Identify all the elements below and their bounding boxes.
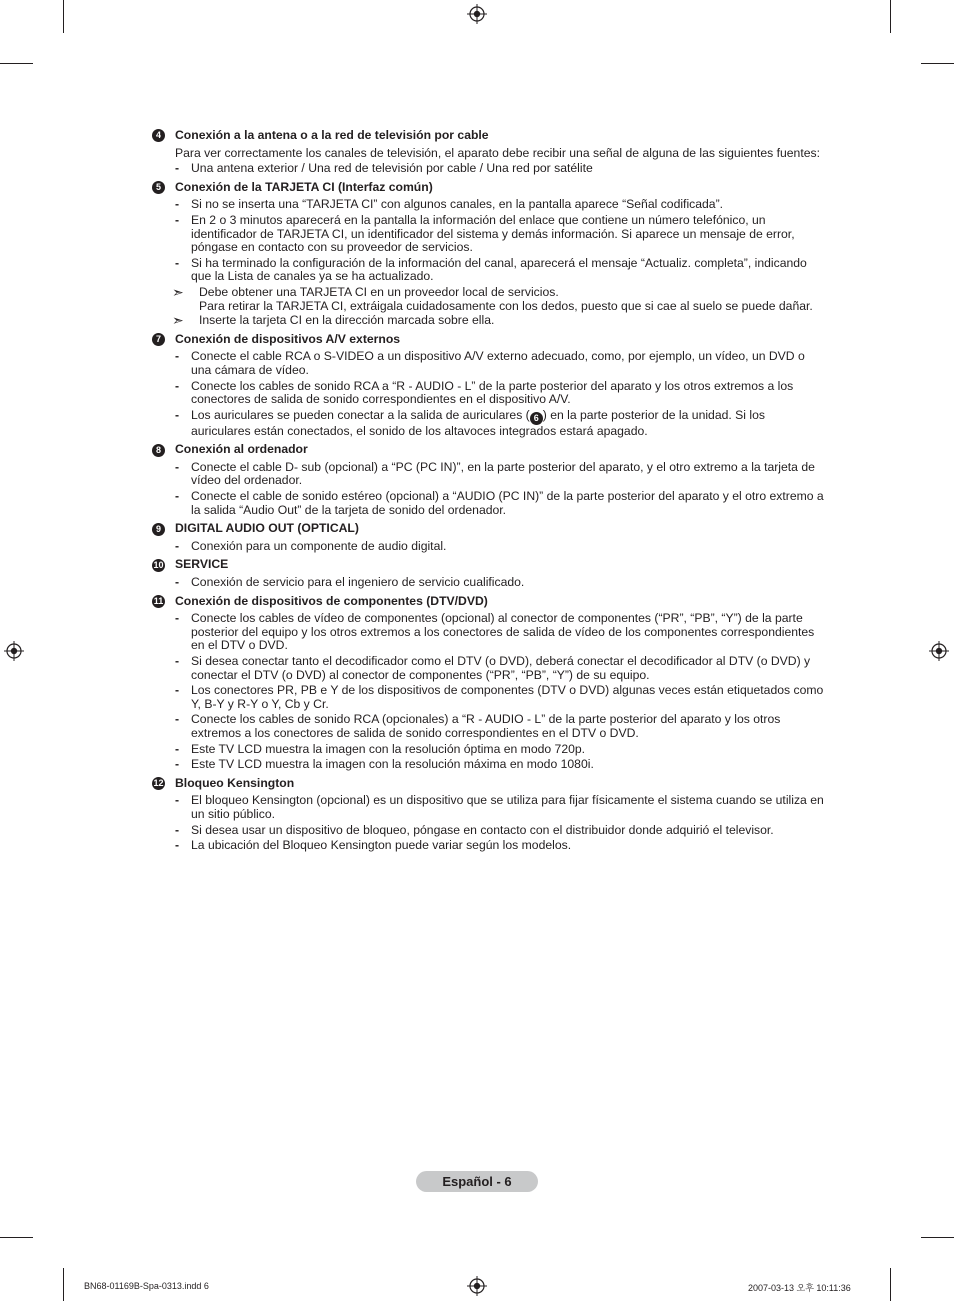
note-arrow-icon: ➣ xyxy=(172,312,184,329)
section-computer xyxy=(152,443,824,517)
list-item xyxy=(175,162,824,176)
list-item-text: El bloqueo Kensington (opcional) es un dispositivo que se utiliza para fijar físicamente el sistema cuando se utiliza en un sitio público. xyxy=(191,793,824,821)
list-item xyxy=(175,758,824,772)
registration-mark-icon xyxy=(467,4,487,24)
list-item-text: Si ha terminado la configuración de la información del canal, aparecerá el mensaje “Actualiz. completa”, indicando que la Lista de canales ya se ha actualizado. xyxy=(191,255,807,284)
section-number-icon: 12 xyxy=(153,778,164,789)
dash-icon: - xyxy=(175,793,180,808)
crop-mark xyxy=(63,0,64,33)
list-item xyxy=(175,576,824,590)
crop-mark xyxy=(890,1268,891,1301)
list-item xyxy=(175,540,824,554)
list-item-text: Los conectores PR, PB e Y de los dispositivos de componentes (DTV o DVD) algunas veces están etiquetados como Y, B-Y y R-Y o Y, Cb y Cr. xyxy=(191,683,824,711)
section-title: DIGITAL AUDIO OUT (OPTICAL) xyxy=(175,521,359,536)
list-item xyxy=(175,713,824,740)
section-heading xyxy=(152,522,824,536)
note xyxy=(172,314,824,328)
dash-icon: - xyxy=(175,349,180,364)
section-title: SERVICE xyxy=(175,557,229,572)
crop-mark xyxy=(921,1237,954,1238)
section-title: Conexión de dispositivos A/V externos xyxy=(175,331,401,346)
list-item xyxy=(175,461,824,488)
section-heading xyxy=(152,558,824,572)
headphone-text: Los auriculares se pueden conectar a la salida de auriculares ( xyxy=(191,407,530,422)
section-component-devices xyxy=(152,595,824,772)
dash-icon: - xyxy=(175,212,180,227)
crop-mark xyxy=(63,1268,64,1301)
dash-icon: - xyxy=(175,489,180,504)
footer-timestamp: 2007-03-13 오후 10:11:36 xyxy=(748,1283,851,1293)
section-title: Conexión de la TARJETA CI (Interfaz común) xyxy=(175,179,433,194)
note-arrow-icon: ➣ xyxy=(172,283,184,300)
section-heading xyxy=(152,333,824,347)
list-item-text: La ubicación del Bloqueo Kensington puede variar según los modelos. xyxy=(191,838,572,853)
dash-icon: - xyxy=(175,757,180,772)
section-number-icon: 10 xyxy=(153,559,164,570)
dash-icon: - xyxy=(175,611,180,626)
note-text: Para retirar la TARJETA CI, extráigala cuidadosamente con los dedos, puesto que si cae al suelo se puede dañar. xyxy=(199,298,813,313)
section-number-icon: 11 xyxy=(153,595,164,606)
section-number-icon: 5 xyxy=(152,181,165,194)
crop-mark xyxy=(0,63,33,64)
dash-icon: - xyxy=(175,575,180,590)
section-number-icon: 4 xyxy=(152,129,165,142)
section-av-devices xyxy=(152,333,824,439)
list-item-text: Si desea usar un dispositivo de bloqueo, póngase en contacto con el distribuidor donde adquirió el televisor. xyxy=(191,822,774,837)
note xyxy=(172,283,824,313)
section-kensington xyxy=(152,777,824,853)
crop-mark xyxy=(0,1237,33,1238)
list-item xyxy=(175,743,824,757)
crop-mark xyxy=(890,0,891,33)
list-item xyxy=(175,214,824,255)
list-item-text: En 2 o 3 minutos aparecerá en la pantalla la información del enlace que contiene un número telefónico, un identificador de TARJETA CI, un identificador del sistema y demás información. Si aparece un mensaje de error, póngase en contacto con su proveedor de servicios. xyxy=(191,212,795,255)
section-number-icon: 8 xyxy=(152,444,165,457)
list-item-text: Conecte los cables de sonido RCA a “R - AUDIO - L” de la parte posterior del aparato y los otros extremos a los conectores de salida de sonido correspondientes en el dispositivo A/V. xyxy=(191,378,794,407)
list-item-text: Conexión de servicio para el ingeniero de servicio cualificado. xyxy=(191,575,525,590)
dash-icon: - xyxy=(175,378,180,393)
page-content xyxy=(152,129,824,858)
list-item-text: Conecte los cables de vídeo de componentes (opcional) al conector de componentes (“PR”, “PB”, “Y”) de la parte posterior del equipo y los otros extremos a los conectores de salida de vídeo de los componentes correspondientes en el DTV o DVD. xyxy=(191,611,815,653)
list-item-text: Si no se inserta una “TARJETA CI” con algunos canales, en la pantalla aparece “Señal codificada”. xyxy=(191,197,724,212)
registration-mark-icon xyxy=(929,641,949,661)
section-heading xyxy=(152,181,824,195)
list-item xyxy=(175,824,824,838)
list-item xyxy=(175,839,824,853)
list-item xyxy=(175,612,824,653)
dash-icon: - xyxy=(175,822,180,837)
note-text: Inserte la tarjeta CI en la dirección marcada sobre ella. xyxy=(199,313,495,328)
list-item xyxy=(175,257,824,284)
note-body xyxy=(199,286,813,313)
list-item xyxy=(175,198,824,212)
list-item xyxy=(175,684,824,711)
list-item xyxy=(175,655,824,682)
dash-icon: - xyxy=(175,407,180,422)
dash-icon: - xyxy=(175,654,180,668)
list-item xyxy=(175,490,824,517)
headphone-jack-number-icon: 6 xyxy=(530,412,543,425)
crop-mark xyxy=(921,63,954,64)
list-item-text: Conecte el cable de sonido estéreo (opcional) a “AUDIO (PC IN)” de la parte posterior del aparato y el otro extremo a la salida “Audio Out” de la tarjeta de sonido del ordenador. xyxy=(191,489,824,517)
registration-mark-icon xyxy=(4,641,24,661)
section-ci-card xyxy=(152,181,824,328)
dash-icon: - xyxy=(175,538,180,553)
list-item-text: Si desea conectar tanto el decodificador como el DTV (o DVD), deberá conectar el decodificador al DTV (o DVD) y conectar el DTV (o DVD) al conector de componentes (“PR”, “PB”, “Y”) de su equipo. xyxy=(191,654,811,682)
dash-icon: - xyxy=(175,683,180,698)
list-item-text: Conecte los cables de sonido RCA (opcionales) a “R - AUDIO - L” de la parte posterior del aparato y los otros extremos a los conectores de salida de sonido correspondientes en el DTV o DVD. xyxy=(191,712,781,740)
dash-icon: - xyxy=(175,459,180,474)
list-item-text: Una antena exterior / Una red de televisión por cable / Una red por satélite xyxy=(191,161,593,176)
list-item-text xyxy=(191,409,824,439)
note-text: Debe obtener una TARJETA CI en un proveedor local de servicios. xyxy=(199,284,559,299)
section-title: Bloqueo Kensington xyxy=(175,775,295,790)
section-digital-audio xyxy=(152,522,824,553)
dash-icon: - xyxy=(175,197,180,212)
section-intro: Para ver correctamente los canales de televisión, el aparato debe recibir una señal de alguna de las siguientes fuentes: xyxy=(175,145,820,160)
list-item xyxy=(175,409,824,439)
list-item-text: Este TV LCD muestra la imagen con la resolución óptima en modo 720p. xyxy=(191,741,586,756)
page-number-badge: Español - 6 xyxy=(416,1171,538,1192)
section-number-icon: 7 xyxy=(152,333,165,346)
headphone-text: ) en la parte posterior de la unidad. Si los auriculares están conectados, el sonido de los altavoces integrados estará apagado. xyxy=(191,407,765,438)
section-heading xyxy=(152,443,824,457)
dash-icon: - xyxy=(175,161,180,176)
list-item-text: Conecte el cable D- sub (opcional) a “PC (PC IN)”, en la parte posterior del aparato, y el otro extremo a la tarjeta de vídeo del ordenador. xyxy=(191,459,815,488)
dash-icon: - xyxy=(175,255,180,270)
section-antenna xyxy=(152,129,824,176)
registration-mark-icon xyxy=(467,1276,487,1296)
list-item-text: Este TV LCD muestra la imagen con la resolución máxima en modo 1080i. xyxy=(191,757,594,772)
list-item-text: Conecte el cable RCA o S-VIDEO a un dispositivo A/V externo adecuado, como, por ejemplo, un vídeo, un DVD o una cámara de vídeo. xyxy=(191,349,805,377)
list-item xyxy=(175,350,824,377)
section-heading xyxy=(152,129,824,143)
dash-icon: - xyxy=(175,838,180,853)
list-item xyxy=(175,794,824,821)
section-heading xyxy=(152,595,824,609)
section-number-icon: 9 xyxy=(152,523,165,536)
section-title: Conexión a la antena o a la red de televisión por cable xyxy=(175,128,489,142)
dash-icon: - xyxy=(175,712,180,727)
list-item xyxy=(175,380,824,407)
section-service xyxy=(152,558,824,589)
footer-file-name: BN68-01169B-Spa-0313.indd 6 xyxy=(84,1281,209,1291)
section-title: Conexión al ordenador xyxy=(175,442,308,457)
list-item-text: Conexión para un componente de audio digital. xyxy=(191,538,447,553)
dash-icon: - xyxy=(175,741,180,756)
section-title: Conexión de dispositivos de componentes (DTV/DVD) xyxy=(175,593,488,608)
section-heading xyxy=(152,777,824,791)
